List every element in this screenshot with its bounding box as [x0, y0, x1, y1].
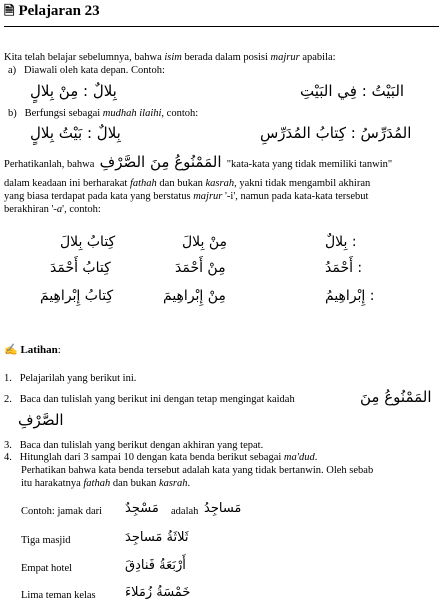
intro-line: Kita telah belajar sebelumnya, bahwa isim berada dalam posisi majrur apabila:: [4, 52, 336, 63]
exercise-3: 3. Baca dan tulislah yang berikut dengan akhiran yang tepat.: [4, 440, 264, 451]
page-title: [4, 2, 100, 24]
example-2-col2: مِنْ أَحْمَدَ: [175, 260, 226, 276]
contoh-label: Contoh: jamak dari: [21, 506, 103, 517]
para-line-2: dalam keadaan ini berharakat fathah dan bukan kasrah, yakni tidak mengambil akhiran: [4, 178, 371, 189]
exercise-4-line3: itu harakatnya fathah dan bukan kasrah.: [21, 478, 191, 489]
item-2-label: Empat hotel: [21, 563, 73, 574]
case-a-text: a) Diawali oleh kata depan. Contoh:: [8, 65, 165, 76]
example-1-col3: : بِلالٌ: [325, 234, 357, 250]
header-divider: [4, 26, 439, 27]
exercise-4-line2: Perhatikan bahwa kata benda tersebut adalah kata yang tidak bertanwin. Oleh sebab: [21, 465, 374, 476]
document-icon: 🗎: [4, 3, 15, 18]
example-3-col1: كِتابُ إِبْراهِيمَ: [40, 288, 114, 304]
contoh-arabic-plural: مَساجِدُ: [204, 501, 242, 516]
para-line-1: Perhatikanlah, bahwa المَمْنُوعُ مِنَ الصَّرْفِ "kata-kata yang tidak memiliki tanwin": [4, 153, 393, 171]
example-2-col1: كِتابُ أَحْمَدَ: [50, 260, 111, 276]
latihan-heading: ✍ Latihan:: [4, 344, 61, 356]
example-3-col3: : إِبْراهِيمُ: [325, 288, 375, 304]
item-1-label: Tiga masjid: [21, 535, 71, 546]
example-2-col3: : أَحْمَدُ: [325, 260, 363, 276]
example-1-col2: مِنْ بِلالَ: [182, 234, 228, 250]
exercise-4: 4. Hitunglah dari 3 sampai 10 dengan kata benda berikut sebagai ma'dud.: [4, 452, 318, 463]
contoh-mid: adalah: [171, 506, 199, 517]
item-3-arabic: خَمْسَةُ زُمَلاءَ: [125, 585, 191, 600]
case-a-arabic-right: البَيْتُ : فِي البَيْتِ: [300, 82, 405, 100]
exercise-2-arabic-2: الصَّرْفِ: [18, 411, 64, 429]
exercise-2: 2. Baca dan tulislah yang berikut ini dengan tetap mengingat kaidah: [4, 394, 295, 405]
case-b-arabic-right: المُدَرِّسُ : كِتابُ المُدَرِّسِ: [260, 124, 412, 142]
case-b-text: b) Berfungsi sebagai mudhah ilaihi, contoh:: [8, 108, 199, 119]
page-title-text: Pelajaran 23: [18, 3, 100, 19]
para-line-4: berakhiran '-a', contoh:: [4, 204, 101, 215]
mamnu-term: المَمْنُوعُ مِنَ الصَّرْفِ: [99, 153, 222, 171]
contoh-arabic-singular: مَسْجِدٌ: [125, 501, 159, 516]
item-2-arabic: أَرْبَعَةُ فَنادِقَ: [125, 558, 186, 573]
example-3-col2: مِنْ إِبْراهِيمَ: [163, 288, 226, 304]
exercise-2-arabic-1: المَمْنُوعُ مِنَ: [360, 388, 432, 406]
writing-hand-icon: ✍: [4, 344, 18, 356]
exercise-1: 1. Pelajarilah yang berikut ini.: [4, 373, 137, 384]
example-1-col1: كِتابُ بِلالَ: [60, 234, 116, 250]
case-a-arabic-left: بِلالٌ : مِنْ بِلالٍ: [30, 82, 117, 100]
item-3-label: Lima teman kelas: [21, 590, 96, 601]
para-line-3: yang biasa terdapat pada kata yang berstatus majrur '-i', namun pada kata-kata tersebut: [4, 191, 369, 202]
item-1-arabic: ثَلاثَةُ مَساجِدَ: [125, 530, 189, 545]
case-b-arabic-left: بِلالٌ : بَيْتُ بِلالٍ: [30, 124, 121, 142]
